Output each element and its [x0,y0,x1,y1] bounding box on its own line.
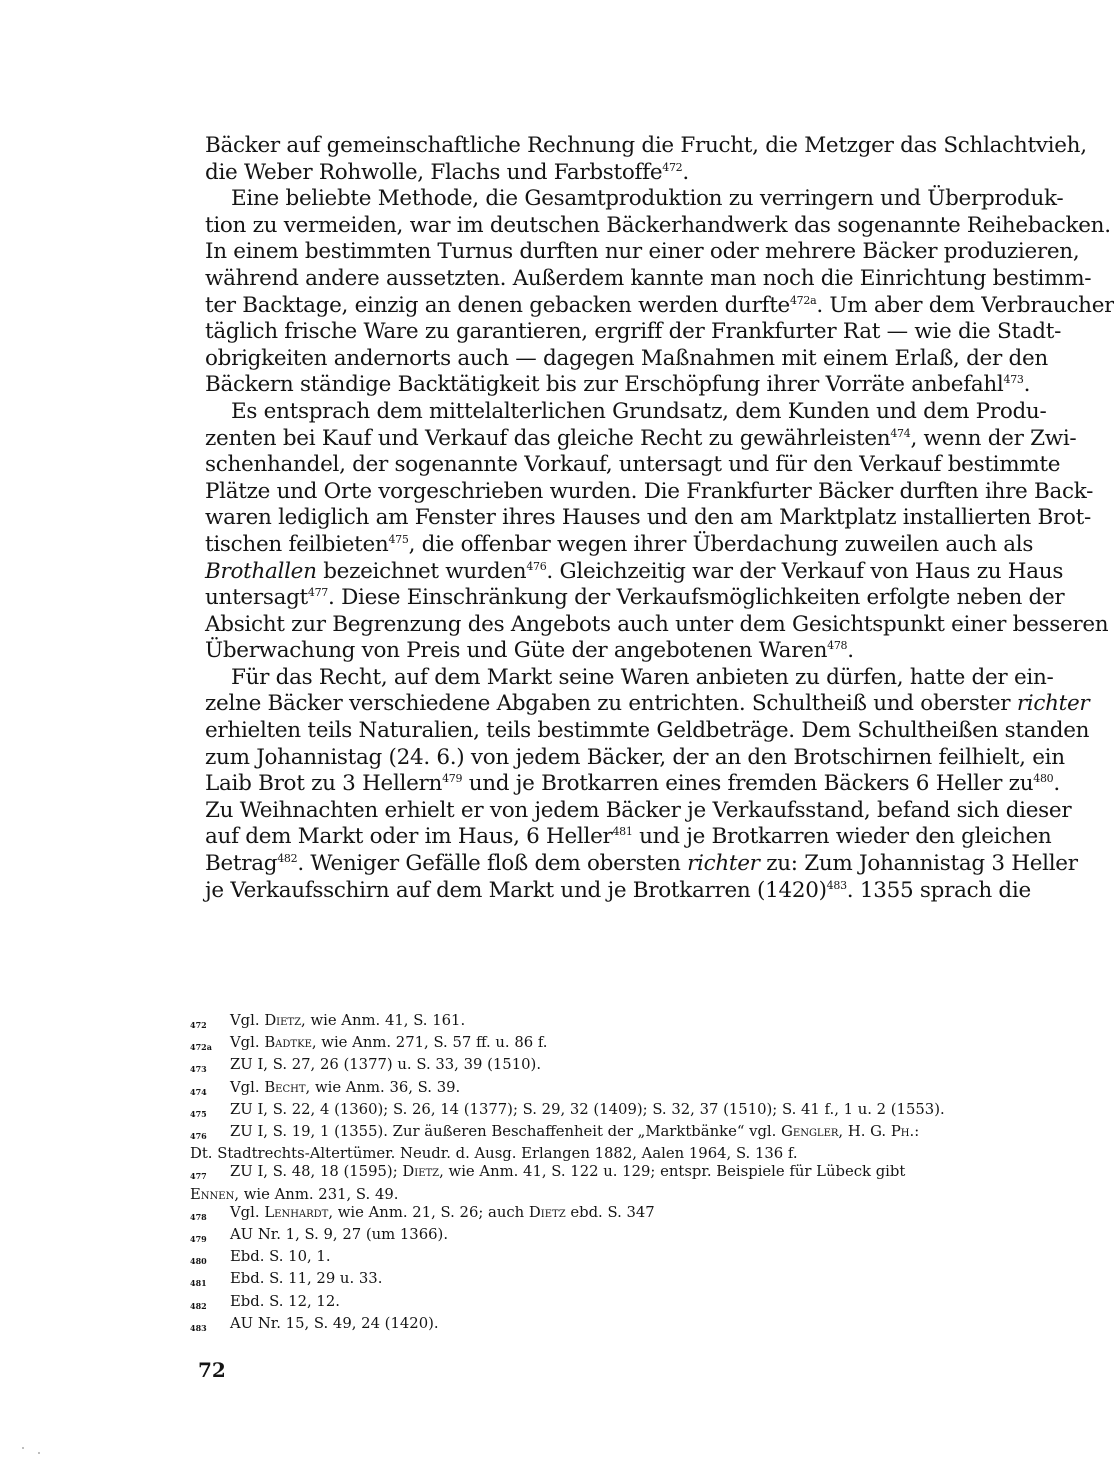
scan-speck [38,1452,40,1454]
text-run: Absicht zur Begrenzung des Angebots auch unter dem Gesichtspunkt einer besseren [205,611,1109,637]
footnote-number: 481 [190,1278,207,1289]
text-run: auf dem Markt oder im Haus, 6 Heller [205,824,613,850]
text-run: ZU I, S. 48, 18 (1595); [230,1163,403,1181]
text-run: . Um aber dem Verbraucher [816,292,1114,318]
text-run: Dt. Stadtrechts-Altertümer. Neudr. d. Ausg. Erlangen 1882, Aalen 1964, S. 136 f. [190,1145,798,1163]
text-run: ZU I, S. 22, 4 (1360); S. 26, 14 (1377); S. 29, 32 (1409); S. 32, 37 (1510); S. 41 f., 1 u. 2 (1553). [230,1100,945,1118]
footnote-number: 474 [190,1086,207,1097]
text-run: und je Brotkarren eines fremden Bäckers 6 Heller zu [462,771,1034,797]
text-line [205,372,1031,399]
text-run: ter Backtage, einzig an denen gebacken werden durfte [205,292,790,318]
text-run: . [682,159,689,185]
author-name: Ennen [190,1185,235,1203]
text-run: , die offenbar wegen ihrer Überdachung zuweilen auch als [408,531,1034,557]
paragraph [205,186,1114,399]
paragraph [205,398,1109,665]
footnote-text [230,1012,465,1034]
paragraph [205,133,1087,186]
text-run: Für das Recht, auf dem Markt seine Waren anbieten zu dürfen, hatte der ein- [231,664,1054,690]
footnotes [190,1012,950,1337]
text-run: Vgl. [230,1012,265,1029]
footnote [190,1101,950,1123]
text-run: ZU I, S. 27, 26 (1377) u. S. 33, 39 (1510). [230,1056,542,1074]
text-run: Vgl. [230,1078,265,1096]
text-run: In einem bestimmten Turnus durften nur einer oder mehrere Bäcker produzieren, [205,239,1080,265]
footnote [190,1079,950,1101]
footnote-number: 472 [190,1020,207,1030]
text-run: . Diese Einschränkung der Verkaufsmöglichkeiten erfolgte neben der [328,585,1065,611]
text-run: Laib Brot zu 3 Hellern [205,771,443,797]
footnote-ref: 479 [442,772,463,786]
author-name: Gengler [781,1123,839,1141]
text-run: Es entsprach dem mittelalterlichen Grundsatz, dem Kunden und dem Produ- [231,398,1047,424]
footnote-ref: 475 [388,532,409,546]
text-line [205,345,1048,373]
footnote-number: 479 [190,1234,207,1245]
text-run: , wie Anm. 231, S. 49. [234,1185,399,1203]
text-run: Plätze und Orte vorgeschrieben wurden. Die Frankfurter Bäcker durften ihre Back- [205,478,1094,504]
footnote-text [230,1315,439,1337]
text-line [205,292,1114,320]
text-run: AU Nr. 15, S. 49, 24 (1420). [230,1314,439,1332]
text-run: zenten bei Kauf und Verkauf das gleiche Recht zu gewährleisten [205,425,891,451]
text-run: erhielten teils Naturalien, teils bestimmte Geldbeträge. Dem Schultheißen standen [205,718,1090,744]
text-line [205,265,1092,293]
footnote-text [230,1248,331,1270]
author-name: Dietz [528,1203,566,1221]
text-run: , wie Anm. 41, S. 122 u. 129; entspr. Beispiele für Lübeck gibt [439,1163,906,1181]
text-run: , wie Anm. 36, S. 39. [305,1078,461,1096]
text-line [205,585,1065,612]
footnote-number: 472a [190,1042,212,1053]
text-run: obrigkeiten andernorts auch — dagegen Maßnahmen mit einem Erlaß, der den [205,345,1048,371]
footnote-ref: 476 [526,559,547,573]
text-run: Vgl. [230,1203,265,1221]
footnote-number: 482 [190,1300,207,1311]
text-line [205,505,1091,532]
text-run: Zu Weihnachten erhielt er von jedem Bäcker je Verkaufsstand, befand sich dieser [205,797,1072,823]
footnote-ref: 483 [826,878,847,892]
text-line [205,691,1090,718]
footnote [190,1204,950,1226]
text-line [205,425,1077,453]
italic-term: richter [1016,691,1090,717]
footnote-text [230,1270,382,1292]
text-run: , wenn der Zwi- [910,425,1077,451]
text-run: die Weber Rohwolle, Flachs und Farbstoffe [205,159,663,185]
text-line [205,744,1065,772]
text-line [205,824,1052,851]
text-line [205,133,1087,160]
footnote [190,1012,950,1034]
text-line [205,877,1031,905]
scan-speck [22,1447,24,1449]
author-name: Becht [264,1078,306,1096]
footnote [190,1248,950,1270]
text-run: Bäcker auf gemeinschaftliche Rechnung die Frucht, die Metzger das Schlachtvieh, [205,133,1087,158]
text-run: zelne Bäcker verschiedene Abgaben zu entrichten. Schultheiß und oberster [205,691,1017,717]
footnote [190,1315,950,1337]
author-name: Dietz [264,1012,302,1029]
footnote [190,1226,950,1248]
footnote-ref: 474 [890,426,911,440]
text-line [205,478,1094,506]
text-run: Eine beliebte Methode, die Gesamtproduktion zu verringern und Überproduk- [231,186,1064,212]
text-line [205,160,953,187]
text-run: täglich frische Ware zu garantieren, ergriff der Frankfurter Rat — wie die Stadt- [205,319,1062,345]
text-line [205,239,1080,266]
footnote-ref: 477 [307,586,328,600]
text-line [205,638,953,665]
footnote [190,1056,950,1078]
footnote [190,1270,950,1292]
text-line [205,611,1109,639]
text-run: Ebd. S. 11, 29 u. 33. [230,1270,383,1288]
paragraph [205,664,1090,904]
author-name: Ph. [890,1123,915,1141]
footnote-continuation [190,1145,950,1163]
footnote-ref: 482 [277,852,298,866]
text-run: untersagt [205,585,308,611]
footnote-number: 475 [190,1108,207,1119]
text-run: Ebd. S. 10, 1. [230,1248,331,1266]
footnote-text [230,1034,548,1056]
text-run: bezeichnet wurden [316,558,527,584]
footnote-text [230,1101,945,1123]
text-run: , H. G. [838,1123,891,1141]
footnote-continuation [190,1186,950,1204]
footnote-number: 473 [190,1064,207,1075]
text-run: . Gleichzeitig war der Verkauf von Haus zu Haus [546,558,1064,584]
text-run: , wie Anm. 271, S. 57 ff. u. 86 f. [311,1034,548,1052]
footnote-number: 477 [190,1171,207,1182]
text-line [205,186,1064,213]
text-run: und je Brotkarren wieder den gleichen [632,824,1052,850]
body-text [205,133,1114,904]
footnote-text [230,1056,541,1078]
text-run: waren lediglich am Fenster ihres Hauses und den am Marktplatz installierten Brot- [205,505,1091,531]
text-run: . [1053,771,1060,797]
text-run: , wie Anm. 41, S. 161. [301,1012,466,1029]
text-run: schenhandel, der sogenannte Vorkauf, untersagt und für den Verkauf bestimmte [205,452,1061,478]
text-run: tischen feilbieten [205,531,389,557]
footnote-text [230,1079,460,1101]
text-run: , wie Anm. 21, S. 26; auch [328,1203,529,1221]
text-line [205,664,1054,692]
footnote [190,1034,950,1056]
text-line [205,319,1062,346]
text-run: : [914,1123,920,1141]
text-line [205,212,1111,240]
text-line [205,797,1072,825]
footnote [190,1123,950,1145]
author-name: Lenhardt [264,1203,329,1221]
text-run: Überwachung von Preis und Güte der angebotenen Waren [205,638,828,664]
footnote-text [230,1204,655,1226]
text-run: während andere aussetzten. Außerdem kannte man noch die Einrichtung bestimm- [205,265,1092,291]
text-line [205,718,1090,745]
text-line [205,558,1064,586]
text-line [205,851,1078,878]
text-run: ebd. S. 347 [565,1203,655,1221]
text-run: . Weniger Gefälle floß dem obersten [297,851,688,877]
page-number: 72 [198,1358,226,1382]
text-run: Vgl. [230,1034,265,1052]
footnote-ref: 472 [662,160,683,174]
footnote-number: 483 [190,1322,207,1333]
text-run: je Verkaufsschirn auf dem Markt und je Brotkarren (1420) [205,877,827,903]
footnote-text [230,1293,340,1315]
text-run: Bäckern ständige Backtätigkeit bis zur Erschöpfung ihrer Vorräte anbefahl [205,372,1004,398]
footnote [190,1293,950,1315]
italic-term: Brothallen [205,558,317,584]
text-run: zu: Zum Johannistag 3 Heller [759,851,1078,877]
text-run: AU Nr. 1, S. 9, 27 (um 1366). [230,1226,449,1244]
footnote-ref: 472a [789,293,817,307]
text-line [205,398,1047,426]
text-line [205,452,1061,479]
author-name: Dietz [402,1163,440,1181]
italic-term: richter [687,851,760,877]
text-run: Ebd. S. 12, 12. [230,1292,340,1310]
text-run: . [1023,372,1031,398]
text-run: Betrag [205,851,278,877]
author-name: Badtke [264,1034,312,1052]
footnote-number: 478 [190,1211,207,1222]
footnote-ref: 478 [827,639,848,653]
footnote-ref: 473 [1003,373,1024,387]
footnote-ref: 480 [1033,772,1054,786]
text-run: ZU I, S. 19, 1 (1355). Zur äußeren Beschaffenheit der „Marktbänke“ vgl. [230,1123,782,1141]
footnote-number: 480 [190,1256,207,1267]
text-line [205,531,1034,559]
text-run: . [847,638,854,664]
footnote-text [230,1123,919,1145]
footnote-number: 476 [190,1131,207,1142]
text-run: zum Johannistag (24. 6.) von jedem Bäcker, der an den Brotschirnen feilhielt, ein [205,744,1065,770]
text-run: tion zu vermeiden, war im deutschen Bäckerhandwerk das sogenannte Reihebacken. [205,212,1111,238]
footnote-text [230,1226,448,1248]
text-line [205,771,1060,798]
footnote-text [230,1163,905,1185]
footnote [190,1163,950,1185]
footnote-ref: 481 [612,825,633,839]
text-run: . 1355 sprach die [846,877,1031,903]
